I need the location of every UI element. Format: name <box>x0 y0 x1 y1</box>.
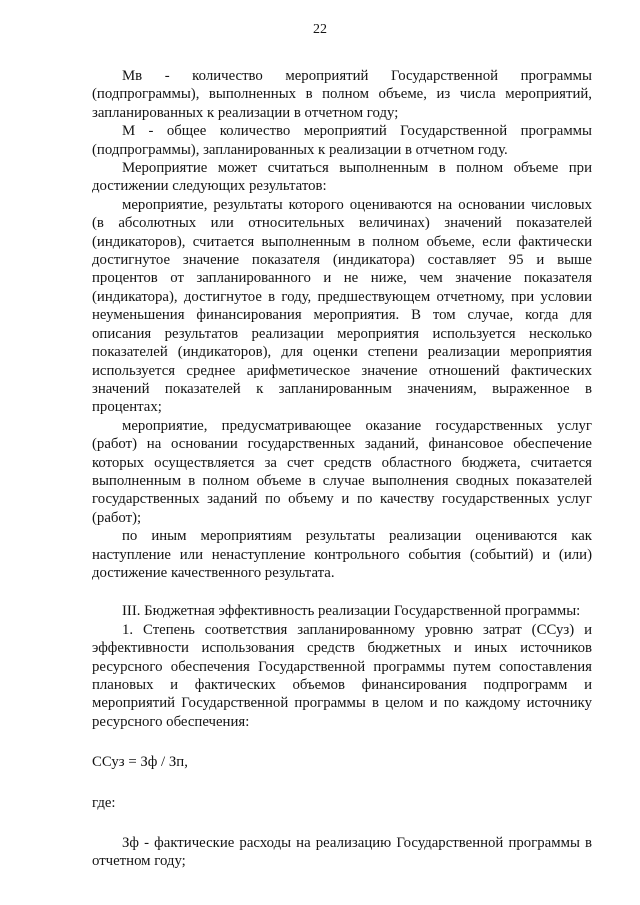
where-label: где: <box>92 794 116 811</box>
paragraph-state-services: мероприятие, предусматривающее оказание государственных услуг (работ) на основании государственных заданий, финансовое обеспечение которых осуществляется за счет средств областного бюджета, считается выполненным в полном объеме в случае выполнения сводных показателей государственных заданий по объему и по качеству государственных услуг (работ); <box>92 417 592 526</box>
definition-zf: Зф - фактические расходы на реализацию Государственной программы в отчетном году; <box>92 835 592 870</box>
section-title: III. Бюджетная эффективность реализации Государственной программы: <box>122 603 581 620</box>
paragraph-cost-compliance: 1. Степень соответствия запланированному уровню затрат (ССуз) и эффективности использования средств бюджетных и иных источников ресурсного обеспечения Государственной программы путем сопоставления плановых и фактических объемов финансирования подпрограмм и мероприятий Государственной программы в целом и по каждому источнику ресурсного обеспечения: <box>92 621 592 730</box>
spacer <box>92 772 592 794</box>
page-number: 22 <box>313 22 327 37</box>
definition-mv: Мв - количество мероприятий Государственной программы (подпрограммы), выполненных в полном объеме, из числа мероприятий, запланированных к реализации в отчетном году; <box>92 68 592 121</box>
paragraph-numeric-indicators: мероприятие, результаты которого оцениваются на основании числовых (в абсолютных или относительных величинах) значений показателей (индикаторов), считается выполненным в полном объеме, если фактически достигнутое значение показателя (индикатора) составляет 95 и выше процентов от запланированного и не ниже, чем значение показателя (индикатора), достигнутое в году, предшествующем отчетному, при условии неуменьшения финансирования мероприятия. В том случае, когда для описания результатов реализации мероприятия используется несколько показателей (индикаторов), для оценки степени реализации мероприятия используется среднее арифметическое значение отношений фактических значений показателей к запланированным значениям, выраженное в процентах; <box>92 196 592 416</box>
spacer <box>92 582 592 602</box>
formula: ССуз = Зф / Зп, <box>92 754 188 771</box>
spacer <box>92 731 592 753</box>
paragraph-other-measures: по иным мероприятиям результаты реализации оцениваются как наступление или ненаступление контрольного события (событий) и (или) достижение качественного результата. <box>92 528 592 581</box>
document-body <box>92 67 592 871</box>
definition-m: М - общее количество мероприятий Государственной программы (подпрограммы), запланированных к реализации в отчетном году. <box>92 123 592 158</box>
paragraph-criteria-intro: Мероприятие может считаться выполненным в полном объеме при достижении следующих результатов: <box>92 160 592 195</box>
spacer <box>92 812 592 834</box>
